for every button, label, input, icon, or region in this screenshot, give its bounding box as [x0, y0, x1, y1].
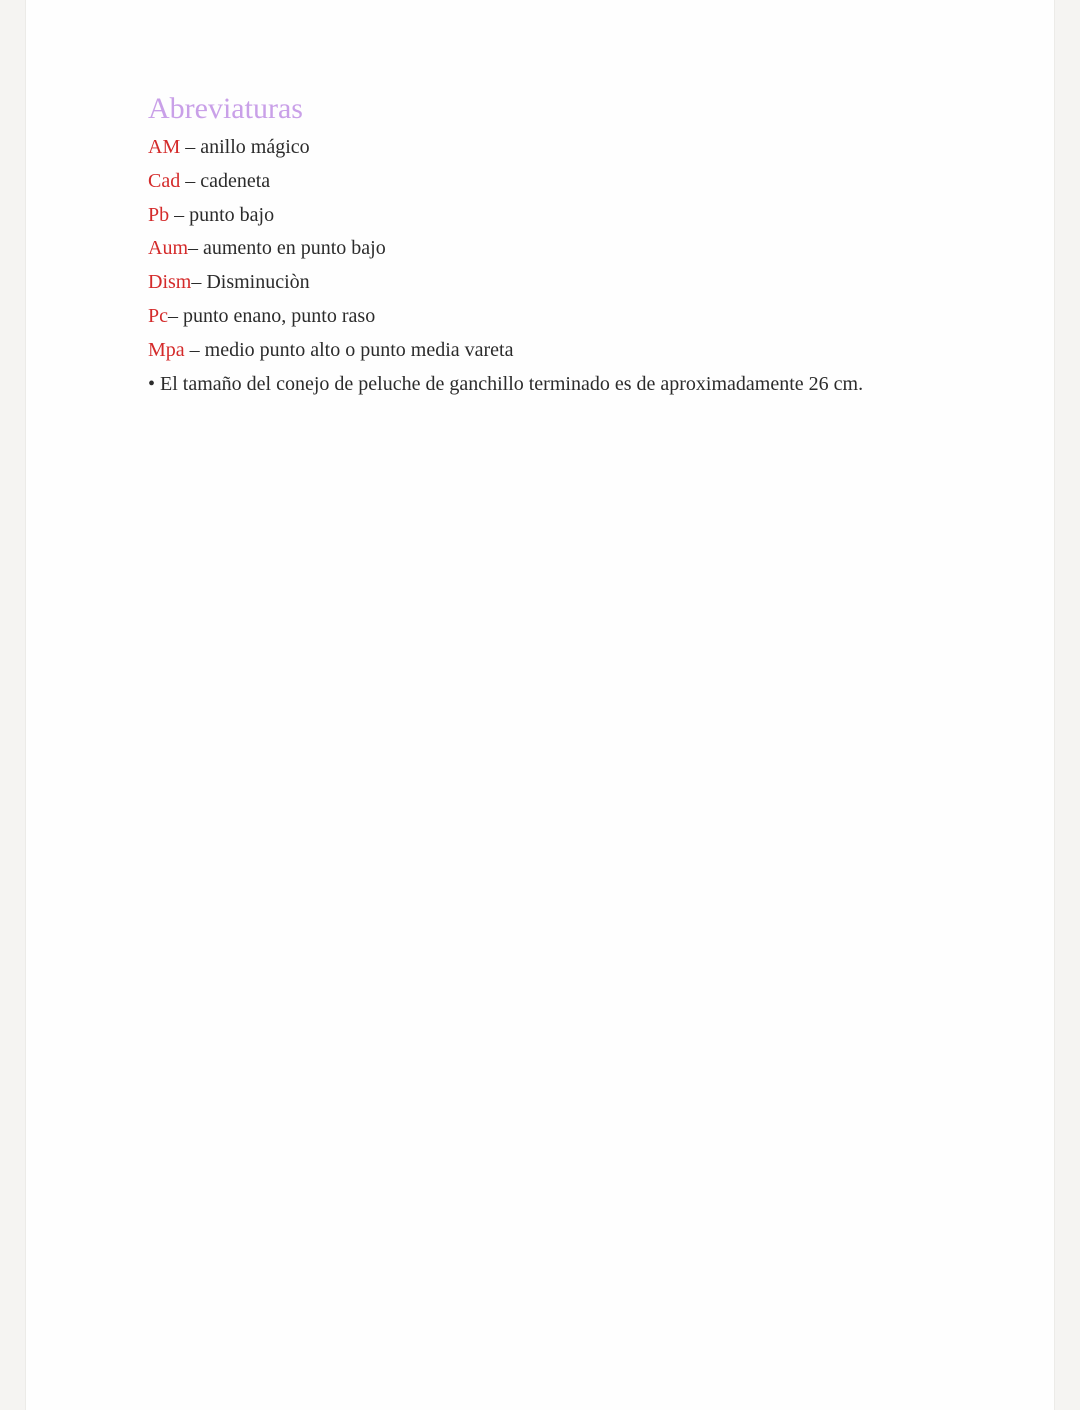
abbreviation-separator: – [180, 169, 201, 192]
abbreviation-separator: – [188, 237, 203, 260]
abbreviation-item [148, 266, 1008, 300]
document-content [148, 90, 1008, 401]
abbreviation-item [148, 334, 1008, 368]
abbreviation-separator: – [180, 136, 201, 158]
abbreviation-term: Dism [148, 271, 192, 294]
document-page [26, 0, 1054, 1410]
abbreviation-list [148, 131, 1008, 368]
abbreviation-term: Pc [148, 304, 168, 327]
abbreviation-item [148, 199, 1008, 233]
abbreviation-separator: – [168, 304, 183, 327]
abbreviation-term: AM [148, 136, 181, 158]
abbreviation-term: Cad [148, 169, 181, 192]
abbreviation-item [148, 232, 1008, 266]
section-title: Abreviaturas [148, 92, 303, 125]
abbreviation-term: Aum [148, 237, 188, 260]
abbreviation-term: Pb [148, 203, 170, 226]
abbreviation-separator: – [184, 338, 205, 361]
abbreviation-definition: punto bajo [189, 203, 275, 226]
abbreviation-term: Mpa [148, 338, 185, 361]
abbreviation-definition: Disminuciòn [206, 271, 310, 294]
abbreviation-definition: punto enano, punto raso [183, 304, 376, 327]
abbreviation-separator: – [169, 203, 190, 226]
abbreviation-definition: aumento en punto bajo [203, 237, 386, 260]
abbreviation-separator: – [191, 271, 207, 294]
abbreviation-item [148, 300, 1008, 334]
abbreviation-item [148, 131, 1008, 165]
size-note: • El tamaño del conejo de peluche de ganchillo terminado es de aproximadamente 26 cm. [148, 372, 864, 395]
abbreviation-definition: anillo mágico [200, 136, 310, 158]
abbreviation-item [148, 165, 1008, 199]
abbreviation-definition: medio punto alto o punto media vareta [204, 338, 514, 361]
abbreviation-definition: cadeneta [200, 169, 271, 192]
